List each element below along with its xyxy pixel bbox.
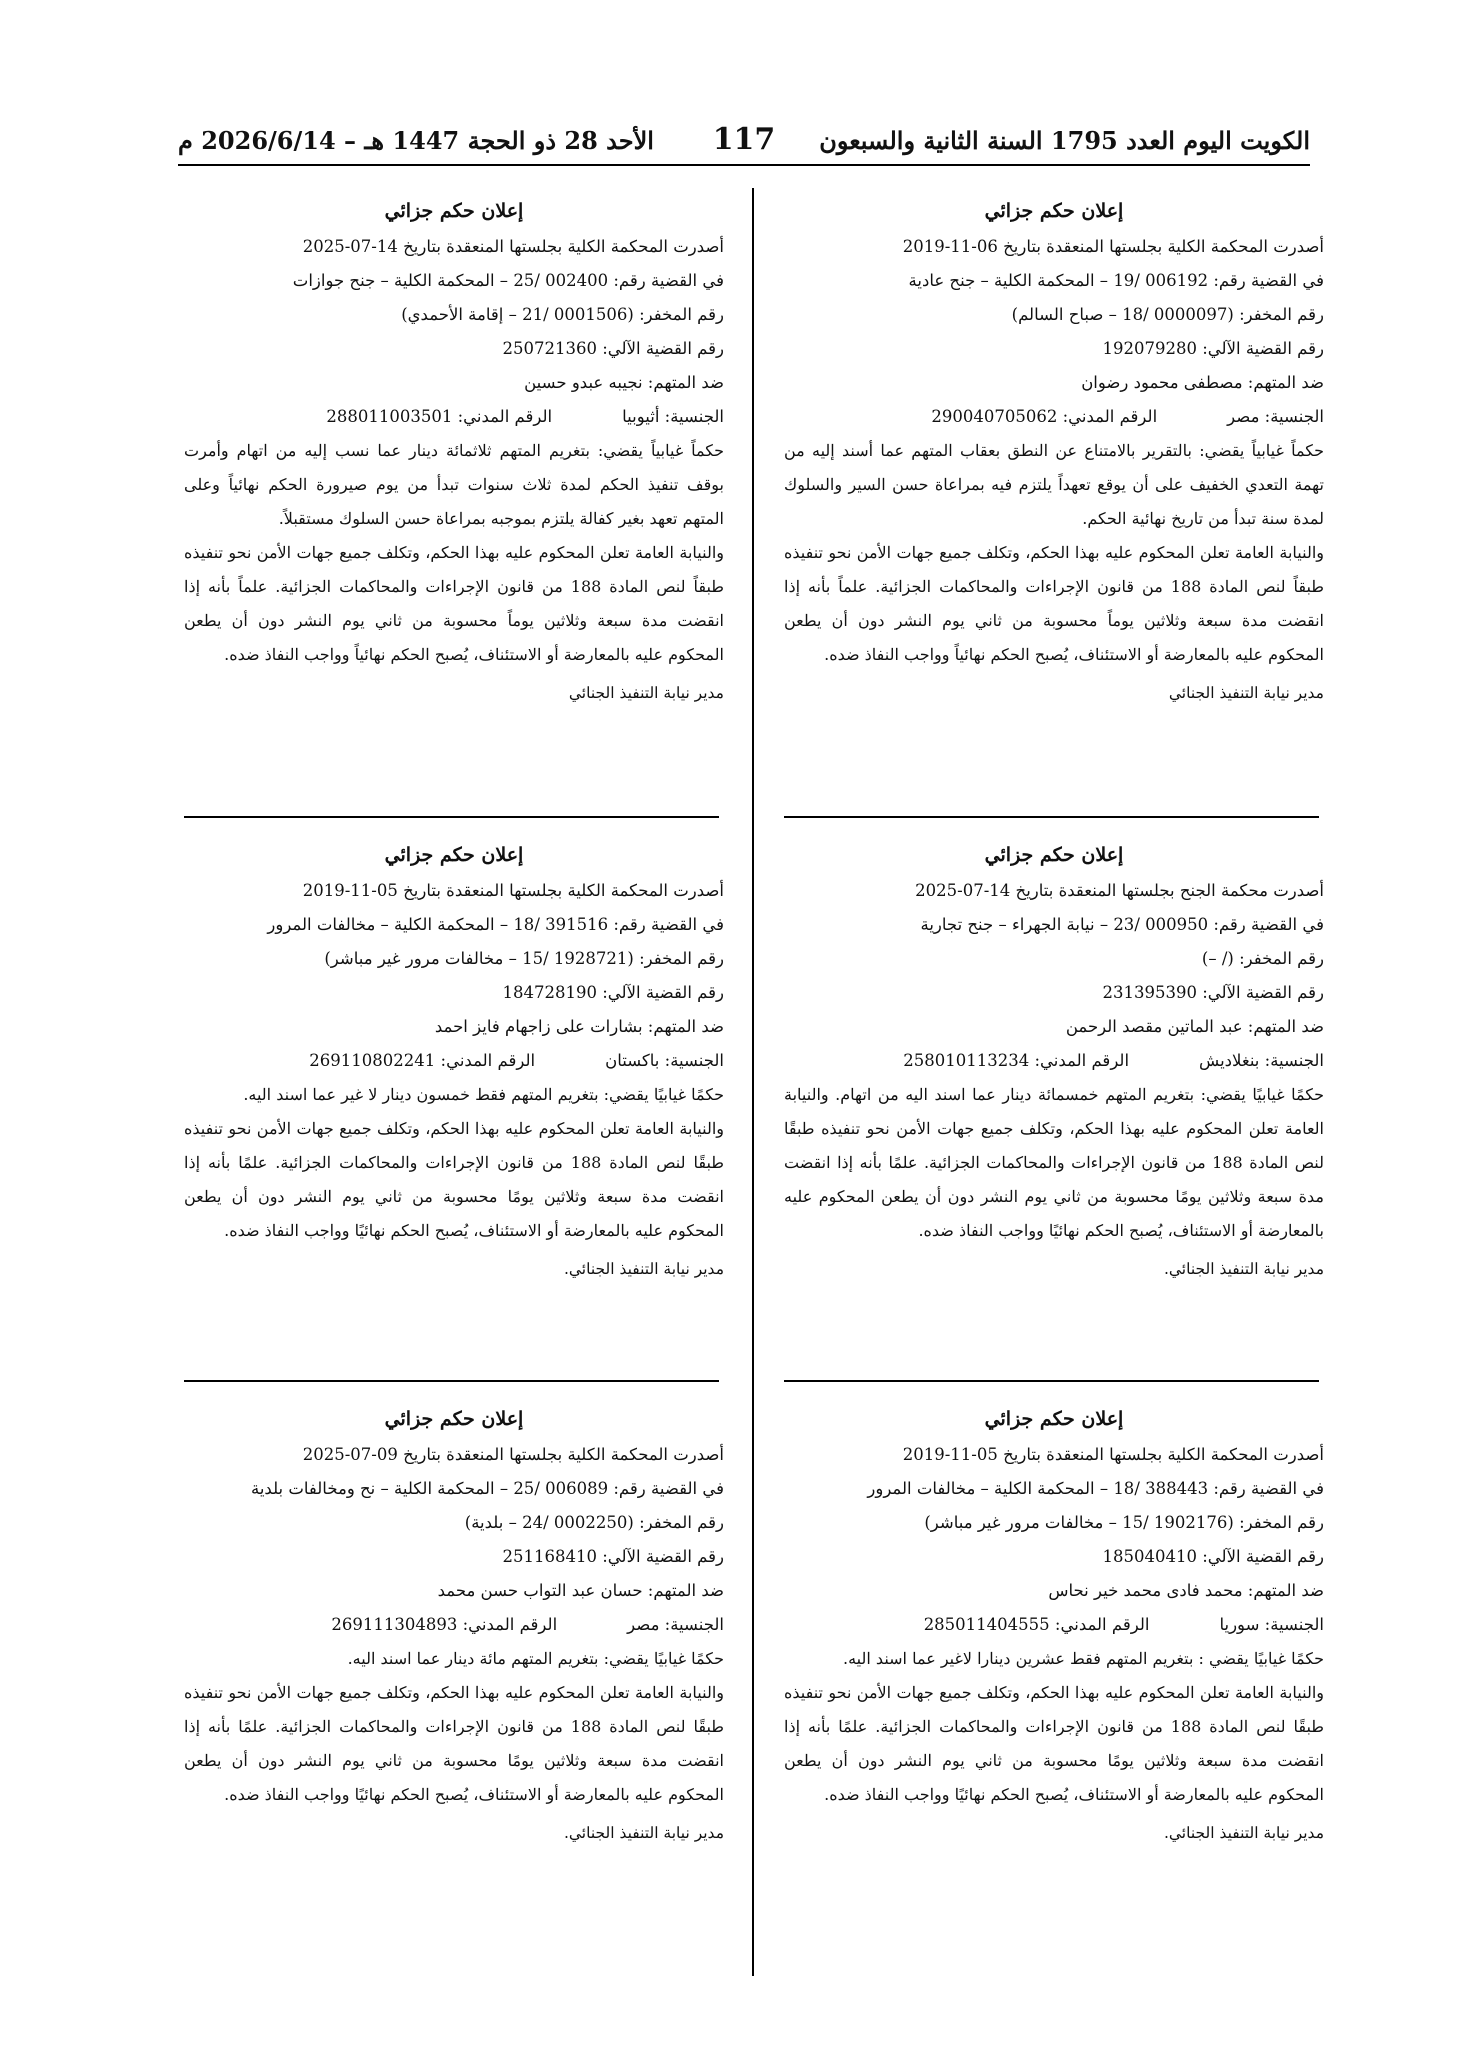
notice-title: إعلان حكم جزائي bbox=[984, 1408, 1124, 1430]
notice-accused: ضد المتهم: مصطفى محمود رضوان bbox=[1081, 373, 1324, 392]
notice-case: في القضية رقم: 002400 /25 – المحكمة الكلية – جنح جوازات bbox=[292, 271, 724, 290]
notice-signature: مدير نيابة التنفيذ الجنائي. bbox=[1163, 1260, 1324, 1278]
notice-title: إعلان حكم جزائي bbox=[384, 200, 524, 222]
notice-ruling: حكماً غيابياً يقضي: بتغريم المتهم ثلاثمائة دينار عما نسب إليه من اتهام وأمرت بوقف تنفيذ الحكم لمدة ثلاث سنوات تبدأ من يوم صيرورة الحكم نهائياً وعلى المتهم تعهد بغير كفالة يلتزم بموجبه بمراعاة حسن السلوك مستقبلاً. bbox=[184, 441, 724, 528]
notice-issued: أصدرت المحكمة الكلية بجلستها المنعقدة بتاريخ 09-07-2025 bbox=[302, 1445, 724, 1464]
notice-title: إعلان حكم جزائي bbox=[384, 844, 524, 866]
notice-ids bbox=[184, 400, 724, 434]
notice-nationality: الجنسية: أثيوبيا bbox=[622, 407, 724, 426]
notice-prosecution: والنيابة العامة تعلن المحكوم عليه بهذا الحكم، وتكلف جميع جهات الأمن نحو تنفيذه طبقًا لنص المادة 188 من قانون الإجراءات والمحاكمات الجزائية. علمًا بأنه إذا انقضت مدة سبعة وثلاثين يومًا محسوبة من ثاني يوم النشر دون أن يطعن المحكوم عليه بالمعارضة أو الاستئناف، يُصبح الحكم نهائيًا وواجب النفاذ ضده. bbox=[784, 1683, 1325, 1804]
notice-title: إعلان حكم جزائي bbox=[984, 200, 1124, 222]
notice-issued: أصدرت المحكمة الكلية بجلستها المنعقدة بتاريخ 05-11-2019 bbox=[902, 1445, 1324, 1464]
separator-rule bbox=[184, 816, 719, 818]
notice-ruling: حكمًا غيابيًا يقضي: بتغريم المتهم خمسمائة دينار عما اسند اليه من اتهام. والنيابة العامة تعلن المحكوم عليه بهذا الحكم، وتكلف جميع جهات الأمن نحو تنفيذه طبقًا لنص المادة 188 من قانون الإجراءات والمحاكمات الجزائية. علمًا بأنه إذا انقضت مدة سبعة وثلاثين يومًا محسوبة من ثاني يوم النشر دون أن يطعن المحكوم عليه بالمعارضة أو الاستئناف، يُصبح الحكم نهائيًا وواجب النفاذ ضده. bbox=[784, 1085, 1324, 1240]
notice-nationality: الجنسية: بنغلاديش bbox=[1199, 1051, 1324, 1070]
notice-prosecution: والنيابة العامة تعلن المحكوم عليه بهذا الحكم، وتكلف جميع جهات الأمن نحو تنفيذه طبقًا لنص المادة 188 من قانون الإجراءات والمحاكمات الجزائية. علمًا بأنه إذا انقضت مدة سبعة وثلاثين يومًا محسوبة من ثاني يوم النشر دون أن يطعن المحكوم عليه بالمعارضة أو الاستئناف، يُصبح الحكم نهائيًا وواجب النفاذ ضده. bbox=[184, 1683, 725, 1804]
notice-6 bbox=[184, 1402, 724, 1850]
notice-accused: ضد المتهم: عبد الماتين مقصد الرحمن bbox=[1065, 1017, 1324, 1036]
notice-issued: أصدرت المحكمة الكلية بجلستها المنعقدة بتاريخ 05-11-2019 bbox=[302, 881, 724, 900]
notice-case: في القضية رقم: 388443 /18 – المحكمة الكلية – مخالفات المرور bbox=[867, 1479, 1324, 1498]
notice-signature: مدير نيابة التنفيذ الجنائي. bbox=[563, 1824, 724, 1842]
notice-nationality: الجنسية: مصر bbox=[1227, 407, 1324, 426]
notice-prosecution: والنيابة العامة تعلن المحكوم عليه بهذا الحكم، وتكلف جميع جهات الأمن نحو تنفيذه طبقاً لنص المادة 188 من قانون الإجراءات والمحاكمات الجزائية. علماً بأنه إذا انقضت مدة سبعة وثلاثين يوماً محسوبة من ثاني يوم النشر دون أن يطعن المحكوم عليه بالمعارضة أو الاستئناف، يُصبح الحكم نهائياً وواجب النفاذ ضده. bbox=[784, 543, 1325, 664]
notice-prosecution: والنيابة العامة تعلن المحكوم عليه بهذا الحكم، وتكلف جميع جهات الأمن نحو تنفيذه طبقًا لنص المادة 188 من قانون الإجراءات والمحاكمات الجزائية. علمًا بأنه إذا انقضت مدة سبعة وثلاثين يومًا محسوبة من ثاني يوم النشر دون أن يطعن المحكوم عليه بالمعارضة أو الاستئناف، يُصبح الحكم نهائيًا وواجب النفاذ ضده. bbox=[184, 1119, 725, 1240]
notice-ruling: حكماً غيابياً يقضي: بالتقرير بالامتناع عن النطق بعقاب المتهم عما أسند إليه من تهمة التعدي الخفيف على أن يوقع تعهداً يلتزم فيه بمراعاة حسن السير والسلوك لمدة سنة تبدأ من تاريخ نهائية الحكم. bbox=[784, 441, 1324, 528]
notice-ids bbox=[784, 1608, 1324, 1642]
notice-2 bbox=[184, 194, 724, 710]
notice-ids bbox=[784, 1044, 1324, 1078]
notice-nationality: الجنسية: مصر bbox=[627, 1615, 724, 1634]
notice-station: رقم المخفر: (1928721 /15 – مخالفات مرور غير مباشر) bbox=[324, 949, 724, 968]
notice-auto-number: رقم القضية الآلي: 184728190 bbox=[502, 983, 724, 1002]
notice-5 bbox=[784, 1402, 1324, 1850]
notice-nationality: الجنسية: سوريا bbox=[1219, 1615, 1324, 1634]
notice-ruling: حكمًا غيابيًا يقضي : بتغريم المتهم فقط عشرين دينارا لاغير عما اسند اليه. bbox=[843, 1649, 1324, 1668]
notice-civil-id: الرقم المدني: 258010113234 bbox=[903, 1051, 1130, 1070]
notice-station: رقم المخفر: (0001506 /21 – إقامة الأحمدي) bbox=[401, 305, 724, 324]
notice-auto-number: رقم القضية الآلي: 250721360 bbox=[502, 339, 724, 358]
notice-station: رقم المخفر: (1902176 /15 – مخالفات مرور غير مباشر) bbox=[924, 1513, 1324, 1532]
notice-civil-id: الرقم المدني: 288011003501 bbox=[326, 407, 553, 426]
notice-auto-number: رقم القضية الآلي: 192079280 bbox=[1102, 339, 1324, 358]
notice-case: في القضية رقم: 006089 /25 – المحكمة الكلية – نح ومخالفات بلدية bbox=[250, 1479, 724, 1498]
header-rule bbox=[178, 164, 1310, 166]
notice-title: إعلان حكم جزائي bbox=[984, 844, 1124, 866]
notice-1 bbox=[784, 194, 1324, 710]
notice-civil-id: الرقم المدني: 285011404555 bbox=[923, 1615, 1150, 1634]
notice-title: إعلان حكم جزائي bbox=[384, 1408, 524, 1430]
notice-issued: أصدرت المحكمة الكلية بجلستها المنعقدة بتاريخ 14-07-2025 bbox=[302, 237, 724, 256]
separator-rule bbox=[184, 1380, 719, 1382]
separator-rule bbox=[784, 816, 1319, 818]
notice-accused: ضد المتهم: محمد فادى محمد خير نحاس bbox=[1048, 1581, 1324, 1600]
notice-ruling: حكمًا غيابيًا يقضي: بتغريم المتهم فقط خمسون دينار لا غير عما اسند اليه. bbox=[243, 1085, 724, 1104]
page-number: 117 bbox=[712, 122, 776, 157]
notice-prosecution: والنيابة العامة تعلن المحكوم عليه بهذا الحكم، وتكلف جميع جهات الأمن نحو تنفيذه طبقاً لنص المادة 188 من قانون الإجراءات والمحاكمات الجزائية. علماً بأنه إذا انقضت مدة سبعة وثلاثين يوماً محسوبة من ثاني يوم النشر دون أن يطعن المحكوم عليه بالمعارضة أو الاستئناف، يُصبح الحكم نهائياً وواجب النفاذ ضده. bbox=[184, 543, 725, 664]
notice-ids bbox=[184, 1608, 724, 1642]
notice-civil-id: الرقم المدني: 290040705062 bbox=[931, 407, 1158, 426]
notice-ruling: حكمًا غيابيًا يقضي: بتغريم المتهم مائة دينار عما اسند اليه. bbox=[347, 1649, 724, 1668]
notice-ids bbox=[184, 1044, 724, 1078]
notice-station: رقم المخفر: (/ –) bbox=[1201, 949, 1324, 968]
notice-ids bbox=[784, 400, 1324, 434]
notice-case: في القضية رقم: 006192 /19 – المحكمة الكلية – جنح عادية bbox=[908, 271, 1324, 290]
notice-signature: مدير نيابة التنفيذ الجنائي. bbox=[1163, 1824, 1324, 1842]
notice-signature: مدير نيابة التنفيذ الجنائي. bbox=[563, 1260, 724, 1278]
notice-issued: أصدرت محكمة الجنح بجلستها المنعقدة بتاريخ 14-07-2025 bbox=[915, 881, 1324, 900]
notice-station: رقم المخفر: (0002250 /24 – بلدية) bbox=[464, 1513, 724, 1532]
notice-accused: ضد المتهم: نجيبه عبدو حسين bbox=[524, 373, 724, 392]
notice-case: في القضية رقم: 391516 /18 – المحكمة الكلية – مخالفات المرور bbox=[267, 915, 724, 934]
notice-signature: مدير نيابة التنفيذ الجنائي bbox=[1168, 684, 1324, 702]
page-header bbox=[178, 122, 1310, 168]
header-issue: الكويت اليوم العدد 1795 السنة الثانية والسبعون bbox=[819, 126, 1310, 155]
notice-nationality: الجنسية: باكستان bbox=[605, 1051, 724, 1070]
notice-case: في القضية رقم: 000950 /23 – نيابة الجهراء – جنح تجارية bbox=[920, 915, 1324, 934]
header-date: الأحد 28 ذو الحجة 1447 هـ – 2026/6/14 م bbox=[178, 126, 654, 155]
notice-3 bbox=[784, 838, 1324, 1286]
separator-rule bbox=[784, 1380, 1319, 1382]
notice-civil-id: الرقم المدني: 269111304893 bbox=[331, 1615, 558, 1634]
notice-accused: ضد المتهم: بشارات على زاجهام فايز احمد bbox=[434, 1017, 724, 1036]
notice-auto-number: رقم القضية الآلي: 185040410 bbox=[1102, 1547, 1324, 1566]
notice-issued: أصدرت المحكمة الكلية بجلستها المنعقدة بتاريخ 06-11-2019 bbox=[902, 237, 1324, 256]
column-divider bbox=[752, 188, 754, 1976]
notice-auto-number: رقم القضية الآلي: 231395390 bbox=[1102, 983, 1324, 1002]
notice-4 bbox=[184, 838, 724, 1286]
notice-station: رقم المخفر: (0000097 /18 – صباح السالم) bbox=[1011, 305, 1324, 324]
notice-auto-number: رقم القضية الآلي: 251168410 bbox=[502, 1547, 724, 1566]
notice-accused: ضد المتهم: حسان عبد التواب حسن محمد bbox=[437, 1581, 724, 1600]
notice-civil-id: الرقم المدني: 269110802241 bbox=[309, 1051, 536, 1070]
notice-signature: مدير نيابة التنفيذ الجنائي bbox=[568, 684, 724, 702]
